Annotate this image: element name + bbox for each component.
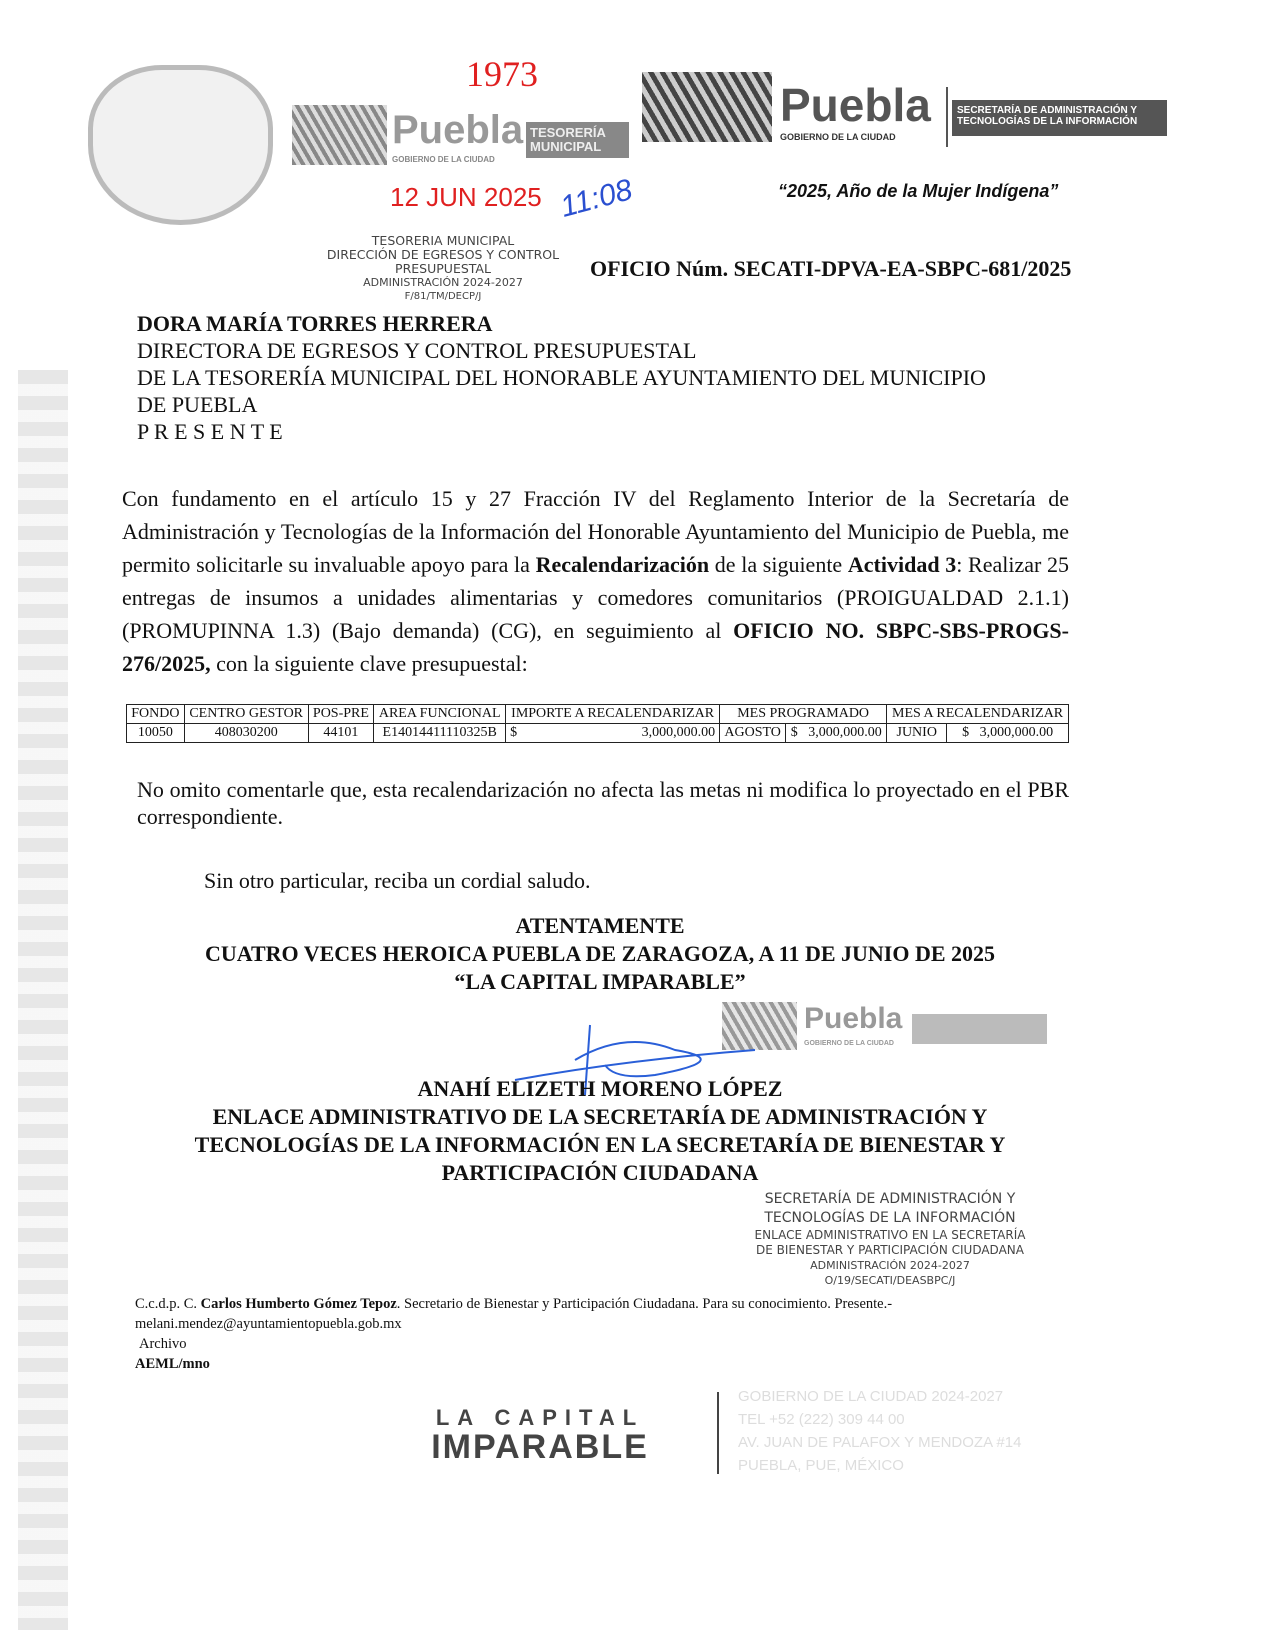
text-bold: OFICIO NO. SBPC-SBS-PROGS-276/2025, bbox=[122, 618, 1069, 676]
logo-tag: SECRETARÍA DE ADMINISTRACIÓN Y TECNOLOGÍAS DE LA INFORMACIÓN bbox=[952, 100, 1167, 136]
footer-line: GOBIERNO DE LA CIUDAD 2024-2027 bbox=[738, 1388, 1004, 1405]
stamp-line: ENLACE ADMINISTRATIVO EN LA SECRETARÍA bbox=[754, 1228, 1026, 1242]
year-motto: “2025, Año de la Mujer Indígena” bbox=[778, 181, 1059, 201]
cell-area: E14014411110325B bbox=[374, 724, 506, 743]
archivo: Archivo bbox=[139, 1336, 187, 1352]
secati-seal-stamp bbox=[720, 1190, 1060, 1288]
stamp-line: TESORERIA MUNICIPAL bbox=[371, 233, 515, 248]
body-paragraph-3: Sin otro particular, reciba un cordial saludo. bbox=[204, 868, 591, 893]
logo-brand: Puebla bbox=[780, 79, 931, 131]
footer-contact bbox=[738, 1385, 1021, 1477]
presente: P R E S E N T E bbox=[137, 419, 283, 444]
stamp-line: TECNOLOGÍAS DE LA INFORMACIÓN bbox=[764, 1210, 1016, 1226]
stamp-line: ADMINISTRACIÓN 2024-2027 bbox=[363, 276, 523, 289]
recipient-line: DE PUEBLA bbox=[137, 392, 258, 417]
stamp-line: DIRECCIÓN DE EGRESOS Y CONTROL bbox=[326, 247, 560, 262]
recipient-name: DORA MARÍA TORRES HERRERA bbox=[137, 311, 493, 336]
footer-phone: TEL +52 (222) 309 44 00 bbox=[738, 1411, 905, 1428]
stamp-line: O/19/SECATI/DEASBPC/J bbox=[824, 1274, 956, 1287]
cell-mes-prog: AGOSTO bbox=[720, 724, 786, 743]
ccp-block bbox=[135, 1294, 1075, 1374]
th-centro-gestor: CENTRO GESTOR bbox=[184, 705, 308, 724]
stamp-line: SECRETARÍA DE ADMINISTRACIÓN Y bbox=[764, 1191, 1016, 1207]
secati-small-logo bbox=[722, 1002, 1047, 1052]
cell-pospre: 44101 bbox=[308, 724, 374, 743]
text: con la siguiente clave presupuestal: bbox=[210, 651, 528, 676]
th-area-funcional: AREA FUNCIONAL bbox=[374, 705, 506, 724]
th-pos-pre: POS-PRE bbox=[308, 705, 374, 724]
body-paragraph-1 bbox=[122, 482, 1069, 680]
tesoreria-logo bbox=[292, 100, 627, 170]
text: Con fundamento en el artículo 15 y 27 Fracción IV del Reglamento Interior de la Secretaría de Administración y Tecnologías de la Información del Honorable Ayuntamiento del Municipio de Puebla, me permito solicitarle su invaluable apoyo para la bbox=[122, 486, 1069, 577]
text: : Realizar 25 entregas de insumos a unidades alimentarias y comedores comunitarios (PROIGUALDAD 2.1.1) (PROMUPINNA 1.3) (Bajo demanda) (CG), en seguimiento al bbox=[122, 552, 1069, 643]
ccp-name: Carlos Humberto Gómez Tepoz bbox=[200, 1296, 397, 1312]
signer-title: TECNOLOGÍAS DE LA INFORMACIÓN EN LA SECRETARÍA DE BIENESTAR Y bbox=[194, 1132, 1006, 1157]
text: de la siguiente bbox=[709, 552, 848, 577]
stamp-line: DE BIENESTAR Y PARTICIPACIÓN CIUDADANA bbox=[756, 1243, 1024, 1257]
tesoreria-receipt-stamp bbox=[318, 234, 568, 304]
oficio-number: OFICIO Núm. SECATI-DPVA-EA-SBPC-681/2025 bbox=[590, 256, 1072, 281]
footer-city: PUEBLA, PUE, MÉXICO bbox=[738, 1457, 904, 1474]
signer-name: ANAHÍ ELIZETH MORENO LÓPEZ bbox=[417, 1076, 783, 1101]
logo-brand: Puebla bbox=[804, 1002, 903, 1035]
scan-edge-pattern bbox=[18, 370, 68, 1630]
cell-mes-rec-amt: $ 3,000,000.00 bbox=[947, 724, 1069, 743]
logo-brand: Puebla bbox=[392, 108, 524, 152]
th-fondo: FONDO bbox=[127, 705, 185, 724]
text-bold: Actividad 3 bbox=[847, 552, 957, 577]
recipient-line: DE LA TESORERÍA MUNICIPAL DEL HONORABLE AYUNTAMIENTO DEL MUNICIPIO bbox=[137, 365, 986, 390]
table-row bbox=[127, 724, 1069, 743]
stamp-line: PRESUPUESTAL bbox=[395, 261, 491, 276]
stamp-line: F/81/TM/DECP/J bbox=[404, 291, 482, 302]
logo-sub: GOBIERNO DE LA CIUDAD bbox=[804, 1040, 894, 1047]
secati-logo bbox=[642, 72, 1167, 147]
ccp-email: melani.mendez@ayuntamientopuebla.gob.mx bbox=[135, 1316, 402, 1332]
th-importe: IMPORTE A RECALENDARIZAR bbox=[506, 705, 720, 724]
table-header-row bbox=[127, 705, 1069, 724]
place-date: CUATRO VECES HEROICA PUEBLA DE ZARAGOZA, A 11 DE JUNIO DE 2025 bbox=[204, 941, 996, 966]
signer-title: ENLACE ADMINISTRATIVO DE LA SECRETARÍA DE ADMINISTRACIÓN Y bbox=[212, 1104, 988, 1129]
footer-address: AV. JUAN DE PALAFOX Y MENDOZA #14 bbox=[738, 1434, 1022, 1451]
cell-fondo: 10050 bbox=[127, 724, 185, 743]
puebla-emblem-icon bbox=[642, 72, 772, 142]
cell-importe-sym: $ bbox=[506, 724, 540, 743]
signer-title: PARTICIPACIÓN CIUDADANA bbox=[441, 1160, 759, 1185]
text-bold: Recalendarización bbox=[535, 552, 710, 577]
receipt-number: 1973 bbox=[466, 54, 538, 94]
cell-mes-rec: JUNIO bbox=[887, 724, 947, 743]
th-mes-programado: MES PROGRAMADO bbox=[720, 705, 887, 724]
logo-sub: GOBIERNO DE LA CIUDAD bbox=[780, 132, 896, 142]
logo-top: LA CAPITAL bbox=[435, 1405, 645, 1430]
cell-importe: 3,000,000.00 bbox=[540, 724, 720, 743]
puebla-emblem-icon bbox=[292, 105, 387, 165]
recipient-block bbox=[137, 310, 986, 445]
stamp-line: ADMINISTRACIÓN 2024-2027 bbox=[810, 1259, 970, 1272]
text: . Secretario de Bienestar y Participación Ciudadana. Para su conocimiento. Presente.- bbox=[396, 1296, 893, 1312]
text: C.c.d.p. C. bbox=[135, 1296, 201, 1312]
logo-tag: TESORERÍA MUNICIPAL bbox=[526, 122, 629, 158]
cell-mes-prog-amt: $ 3,000,000.00 bbox=[786, 724, 887, 743]
signer-block bbox=[120, 1075, 1080, 1187]
slogan: “LA CAPITAL IMPARABLE” bbox=[454, 969, 746, 994]
body-paragraph-2: No omito comentarle que, esta recalendarización no afecta las metas ni modifica lo proyectado en el PBR correspondiente. bbox=[137, 777, 1069, 829]
received-date-stamp: 12 JUN 2025 bbox=[390, 182, 542, 212]
received-time-handwritten: 11:08 bbox=[556, 173, 636, 224]
logo-sub: GOBIERNO DE LA CIUDAD bbox=[392, 155, 495, 164]
recipient-line: DIRECTORA DE EGRESOS Y CONTROL PRESUPUESTAL bbox=[137, 338, 697, 363]
la-capital-imparable-logo bbox=[390, 1405, 690, 1466]
cell-centro: 408030200 bbox=[184, 724, 308, 743]
atentamente: ATENTAMENTE bbox=[515, 913, 685, 938]
logo-bottom: IMPARABLE bbox=[431, 1428, 649, 1466]
ccp-line bbox=[135, 1294, 1075, 1314]
initials: AEML/mno bbox=[135, 1356, 210, 1372]
municipal-seal bbox=[88, 65, 273, 225]
closing-block bbox=[120, 912, 1080, 996]
th-mes-recalendarizar: MES A RECALENDARIZAR bbox=[887, 705, 1069, 724]
budget-table bbox=[126, 704, 1069, 743]
